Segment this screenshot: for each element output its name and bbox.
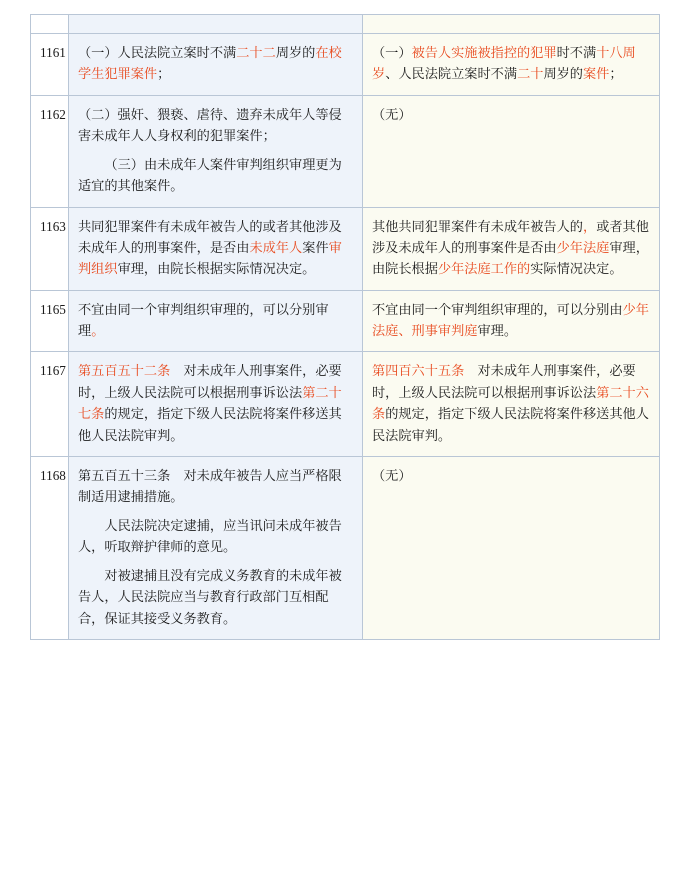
body-text: 对未成年人刑事案件，必要时，上级人民法院可以根据刑事诉讼法	[372, 363, 636, 400]
body-text: 其他共同犯罪案件有未成年被告人的	[372, 218, 583, 234]
highlighted-text: 在校学生犯罪案件	[78, 45, 342, 82]
highlighted-text: 。	[91, 323, 105, 338]
body-text: 人民法院决定逮捕，应当讯问未成年被告人，听取辩护律师的意见。	[78, 517, 342, 555]
paragraph	[372, 42, 650, 85]
paragraph	[78, 104, 353, 147]
highlighted-text: 案件	[583, 66, 610, 82]
highlighted-text: 第二十七条	[78, 384, 342, 422]
highlighted-text: 第二十六条	[372, 384, 649, 422]
body-text: 、人民法院立案时不满	[385, 66, 518, 82]
highlighted-text: 少年法庭工作的	[437, 261, 531, 277]
paragraph	[78, 360, 353, 446]
table-row	[31, 456, 660, 639]
body-text: 对未成年被告人应当严格限制适用逮捕措施。	[78, 467, 342, 505]
highlighted-text: 审判组织	[78, 239, 342, 277]
body-text: ；	[157, 66, 171, 82]
paragraph	[372, 299, 650, 342]
body-text: 对被逮捕且没有完成义务教育的未成年被告人，人民法院应当与教育行政部门互相配合，保证其接受义务教育。	[78, 567, 342, 626]
body-text: 不宜由同一个审判组织审理的，可以分别审理	[78, 301, 329, 338]
highlighted-text: ，	[583, 218, 597, 234]
table-row	[31, 352, 660, 457]
left-version-cell	[69, 456, 363, 639]
paragraph	[78, 154, 353, 197]
body-text: ；	[609, 66, 623, 82]
body-text: 对未成年人刑事案件，必要时，上级人民法院可以根据刑事诉讼法	[78, 363, 342, 400]
paragraph	[78, 565, 353, 629]
right-version-cell	[363, 290, 660, 352]
paragraph	[78, 216, 353, 280]
row-number: 1165	[31, 290, 69, 352]
table-row	[31, 290, 660, 352]
body-text: 时不满	[556, 45, 597, 60]
paragraph	[372, 216, 650, 280]
right-version-cell	[363, 207, 660, 290]
body-text: （无）	[372, 106, 412, 122]
table-row	[31, 95, 660, 207]
paragraph	[372, 465, 650, 486]
body-text: 的规定，指定下级人民法院将案件移送其他人民法院审判。	[372, 406, 649, 443]
left-version-cell	[69, 34, 363, 96]
left-version-cell	[69, 352, 363, 457]
highlighted-text: 十八周岁	[372, 45, 636, 82]
highlighted-text: 被告人实施被指控的犯罪	[411, 45, 557, 60]
left-version-cell	[69, 95, 363, 207]
paragraph	[372, 104, 650, 125]
paragraph	[78, 42, 353, 85]
table-body	[31, 15, 660, 640]
paragraph	[78, 515, 353, 558]
row-number: 1168	[31, 456, 69, 639]
highlighted-text: 第五百五十二条	[78, 363, 171, 379]
right-version-cell	[363, 456, 660, 639]
paragraph	[78, 465, 353, 508]
table-row	[31, 34, 660, 96]
comparison-table	[30, 14, 660, 640]
body-text: 周岁的	[275, 45, 316, 60]
highlighted-text: 第四百六十五条	[372, 363, 465, 379]
body-text: 的规定，指定下级人民法院将案件移送其他人民法院审判。	[78, 406, 342, 443]
right-version-cell	[363, 34, 660, 96]
highlighted-text: 少年法庭	[556, 239, 610, 255]
row-number: 1163	[31, 207, 69, 290]
body-text: （二）强奸、猥亵、虐待、遗弃未成年人等侵害未成年人人身权利的犯罪案件；	[78, 106, 342, 144]
row-number: 1161	[31, 34, 69, 96]
row-number: 1162	[31, 95, 69, 207]
right-version-cell	[363, 352, 660, 457]
table-header-row	[31, 15, 660, 34]
body-text: 审理，由院长根据	[372, 239, 649, 277]
body-text: 或者其他涉及未成年人的刑事案件是否由	[372, 218, 649, 255]
body-text: 周岁的	[543, 66, 583, 82]
left-version-cell	[69, 207, 363, 290]
right-version-cell	[363, 95, 660, 207]
header-cell-number	[31, 15, 69, 34]
left-version-cell	[69, 290, 363, 352]
body-text: 案件	[302, 239, 329, 255]
row-number: 1167	[31, 352, 69, 457]
body-text: 不宜由同一个审判组织审理的，可以分别由	[372, 301, 623, 317]
body-text: 审理。	[477, 323, 518, 338]
highlighted-text: 二十二	[236, 45, 276, 60]
highlighted-text: 未成年人	[249, 239, 303, 255]
body-text: （一）	[372, 45, 412, 60]
body-text: （无）	[372, 467, 412, 483]
body-text: （三）由未成年人案件审判组织审理更为适宜的其他案件。	[78, 156, 342, 194]
header-cell-right	[363, 15, 660, 34]
table-row	[31, 207, 660, 290]
body-text: 第五百五十三条	[78, 467, 171, 483]
paragraph	[372, 360, 650, 446]
body-text: 共同犯罪案件有未成年被告人的或者其他涉及未成年人的刑事案件，是否由	[78, 218, 342, 255]
header-cell-left	[69, 15, 363, 34]
body-text: （一）人民法院立案时不满	[78, 45, 237, 60]
body-text: 审理，由院长根据实际情况决定。	[117, 261, 316, 277]
body-text: 实际情况决定。	[530, 261, 623, 277]
paragraph	[78, 299, 353, 342]
highlighted-text: 少年法庭、刑事审判庭	[372, 301, 649, 338]
highlighted-text: 二十	[517, 66, 544, 82]
